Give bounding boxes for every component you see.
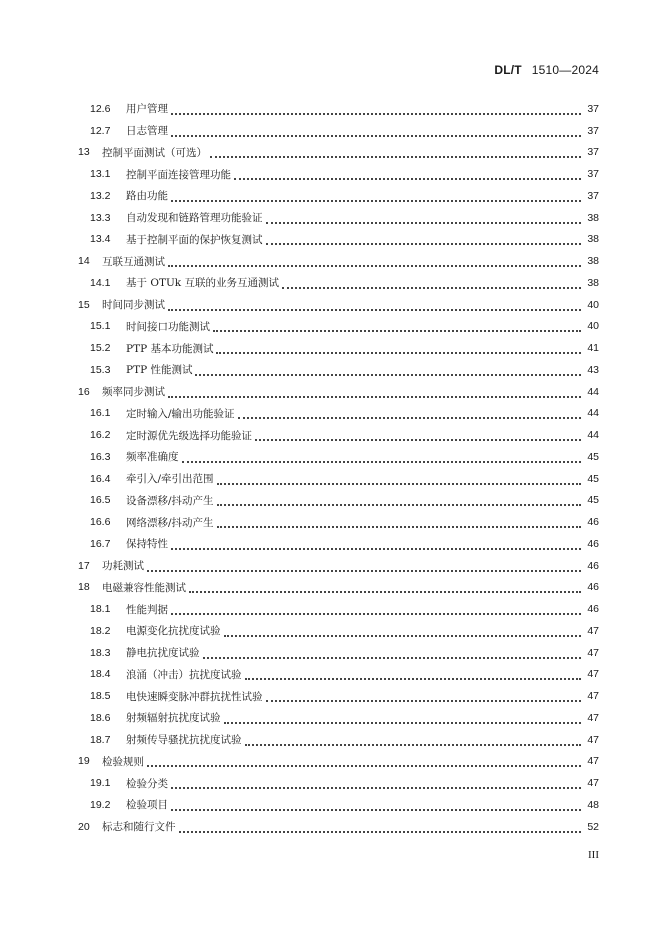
toc-entry[interactable] [78, 794, 599, 816]
toc-entry-number: 17 [78, 559, 90, 572]
dot-leader [238, 405, 581, 419]
table-of-contents [78, 98, 599, 838]
toc-entry-page: 41 [587, 342, 599, 355]
page-number: III [588, 849, 599, 861]
toc-entry-page: 45 [587, 472, 599, 485]
toc-entry-title: PTP 性能测试 [126, 364, 193, 377]
toc-entry[interactable] [78, 424, 599, 446]
toc-entry[interactable] [78, 707, 599, 729]
toc-entry[interactable] [78, 468, 599, 490]
toc-entry[interactable] [78, 337, 599, 359]
dot-leader [179, 819, 582, 833]
toc-entry[interactable] [78, 250, 599, 272]
toc-entry-page: 44 [587, 385, 599, 398]
toc-entry[interactable] [78, 511, 599, 533]
toc-entry-page: 38 [587, 233, 599, 246]
toc-entry-page: 45 [587, 450, 599, 463]
toc-entry-page: 47 [587, 690, 599, 703]
dot-leader [213, 318, 581, 332]
toc-entry-title: 基于 OTUk 互联的业务互通测试 [126, 277, 279, 290]
dot-leader [255, 427, 581, 441]
toc-entry-page: 37 [587, 146, 599, 159]
toc-entry-number: 13.4 [90, 233, 111, 246]
toc-entry[interactable] [78, 533, 599, 555]
dot-leader [171, 536, 581, 550]
dot-leader [147, 558, 581, 572]
toc-entry-page: 46 [587, 581, 599, 594]
toc-entry-title: 电源变化抗扰度试验 [126, 625, 221, 638]
toc-entry[interactable] [78, 142, 599, 164]
toc-entry-number: 18.7 [90, 733, 111, 746]
toc-entry-number: 16.5 [90, 494, 111, 507]
toc-entry[interactable] [78, 294, 599, 316]
toc-entry-page: 46 [587, 537, 599, 550]
dot-leader [171, 101, 581, 115]
toc-entry-title: 控制平面测试（可选） [102, 146, 207, 159]
toc-entry-title: 时间同步测试 [102, 299, 165, 312]
dot-leader [171, 123, 581, 137]
toc-entry[interactable] [78, 229, 599, 251]
toc-entry-number: 20 [78, 820, 90, 833]
toc-entry-number: 13.2 [90, 189, 111, 202]
toc-entry-number: 18.5 [90, 690, 111, 703]
toc-entry-title: 检验规则 [102, 755, 144, 768]
toc-entry[interactable] [78, 490, 599, 512]
toc-entry[interactable] [78, 316, 599, 338]
dot-leader [266, 231, 582, 245]
toc-entry-page: 47 [587, 777, 599, 790]
toc-entry-number: 16.1 [90, 407, 111, 420]
page-header [494, 63, 599, 77]
toc-entry-number: 13.3 [90, 211, 111, 224]
toc-entry-number: 15.3 [90, 363, 111, 376]
dot-leader [266, 688, 582, 702]
toc-entry-title: 控制平面连接管理功能 [126, 168, 231, 181]
toc-entry-title: 频率准确度 [126, 451, 179, 464]
toc-entry-number: 14 [78, 255, 90, 268]
toc-entry[interactable] [78, 403, 599, 425]
toc-entry-title: 性能判据 [126, 603, 168, 616]
dot-leader [217, 471, 581, 485]
toc-entry-title: 日志管理 [126, 125, 168, 138]
toc-entry-page: 43 [587, 363, 599, 376]
toc-entry-title: 检验分类 [126, 777, 168, 790]
dot-leader [182, 449, 582, 463]
toc-entry-title: 牵引入/牵引出范围 [126, 473, 214, 486]
toc-entry-number: 13 [78, 146, 90, 159]
toc-entry-title: 射频辐射抗扰度试验 [126, 712, 221, 725]
toc-entry[interactable] [78, 598, 599, 620]
toc-entry-title: 电磁兼容性能测试 [102, 581, 186, 594]
toc-entry-number: 18.1 [90, 603, 111, 616]
dot-leader [195, 362, 581, 376]
dot-leader [217, 492, 581, 506]
toc-entry-number: 16.6 [90, 516, 111, 529]
dot-leader [171, 188, 581, 202]
toc-entry-title: 互联互通测试 [102, 255, 165, 268]
dot-leader [147, 753, 581, 767]
toc-entry-page: 46 [587, 603, 599, 616]
toc-entry-page: 38 [587, 255, 599, 268]
toc-entry-title: 检验项目 [126, 799, 168, 812]
dot-leader [234, 166, 581, 180]
toc-entry-page: 37 [587, 124, 599, 137]
dot-leader [266, 210, 582, 224]
toc-entry-title: 保持特性 [126, 538, 168, 551]
toc-entry-number: 18.4 [90, 668, 111, 681]
toc-entry-title: PTP 基本功能测试 [126, 342, 214, 355]
toc-entry-page: 38 [587, 211, 599, 224]
toc-entry[interactable] [78, 185, 599, 207]
toc-entry-number: 18 [78, 581, 90, 594]
toc-entry[interactable] [78, 642, 599, 664]
toc-entry-title: 定时输入/输出功能验证 [126, 407, 235, 420]
toc-entry-title: 自动发现和链路管理功能验证 [126, 212, 263, 225]
toc-entry-number: 19.1 [90, 777, 111, 790]
dot-leader [224, 710, 582, 724]
toc-entry-title: 设备漂移/抖动产生 [126, 494, 214, 507]
toc-entry-number: 16.4 [90, 472, 111, 485]
toc-entry[interactable] [78, 772, 599, 794]
toc-entry-page: 40 [587, 298, 599, 311]
toc-entry-page: 37 [587, 189, 599, 202]
toc-entry[interactable] [78, 446, 599, 468]
toc-entry-title: 频率同步测试 [102, 386, 165, 399]
toc-entry-number: 16.7 [90, 537, 111, 550]
toc-entry[interactable] [78, 620, 599, 642]
toc-entry[interactable] [78, 751, 599, 773]
toc-entry-page: 52 [587, 820, 599, 833]
standard-code: DL/T [494, 63, 522, 77]
toc-entry[interactable] [78, 381, 599, 403]
toc-entry-page: 47 [587, 711, 599, 724]
toc-entry[interactable] [78, 685, 599, 707]
toc-entry-page: 37 [587, 168, 599, 181]
toc-entry[interactable] [78, 816, 599, 838]
toc-entry[interactable] [78, 729, 599, 751]
toc-entry[interactable] [78, 98, 599, 120]
dot-leader [171, 797, 581, 811]
toc-entry[interactable] [78, 120, 599, 142]
toc-entry-page: 47 [587, 646, 599, 659]
toc-entry-title: 功耗测试 [102, 560, 144, 573]
toc-entry-number: 18.3 [90, 646, 111, 659]
toc-entry-number: 16.3 [90, 450, 111, 463]
toc-entry-page: 47 [587, 624, 599, 637]
toc-entry-number: 18.2 [90, 624, 111, 637]
dot-leader [168, 384, 581, 398]
toc-entry-number: 12.7 [90, 124, 111, 137]
toc-entry-title: 网络漂移/抖动产生 [126, 516, 214, 529]
dot-leader [217, 514, 581, 528]
dot-leader [171, 775, 581, 789]
toc-entry-page: 38 [587, 276, 599, 289]
toc-entry[interactable] [78, 555, 599, 577]
toc-entry-page: 46 [587, 559, 599, 572]
toc-entry-page: 47 [587, 733, 599, 746]
toc-entry-page: 40 [587, 320, 599, 333]
toc-entry[interactable] [78, 359, 599, 381]
toc-entry-title: 标志和随行文件 [102, 821, 176, 834]
toc-entry-page: 48 [587, 798, 599, 811]
toc-entry-number: 15.1 [90, 320, 111, 333]
toc-entry[interactable] [78, 664, 599, 686]
toc-entry-title: 静电抗扰度试验 [126, 647, 200, 660]
toc-entry-number: 16 [78, 385, 90, 398]
toc-entry[interactable] [78, 577, 599, 599]
dot-leader [216, 340, 581, 354]
dot-leader [210, 144, 581, 158]
toc-entry-number: 15.2 [90, 342, 111, 355]
toc-entry-page: 47 [587, 668, 599, 681]
toc-entry-page: 46 [587, 516, 599, 529]
toc-entry[interactable] [78, 207, 599, 229]
toc-entry-page: 44 [587, 429, 599, 442]
toc-entry-number: 15 [78, 298, 90, 311]
toc-entry-page: 45 [587, 494, 599, 507]
toc-entry-number: 19 [78, 755, 90, 768]
toc-entry-number: 13.1 [90, 168, 111, 181]
toc-entry-title: 用户管理 [126, 103, 168, 116]
toc-entry-title: 路由功能 [126, 190, 168, 203]
dot-leader [168, 253, 581, 267]
dot-leader [189, 579, 581, 593]
toc-entry-page: 44 [587, 407, 599, 420]
dot-leader [171, 601, 581, 615]
dot-leader [224, 623, 582, 637]
dot-leader [203, 645, 582, 659]
toc-entry-title: 基于控制平面的保护恢复测试 [126, 233, 263, 246]
toc-entry[interactable] [78, 163, 599, 185]
toc-entry-title: 电快速瞬变脉冲群抗扰性试验 [126, 690, 263, 703]
toc-entry-number: 19.2 [90, 798, 111, 811]
toc-entry-page: 37 [587, 102, 599, 115]
toc-entry[interactable] [78, 272, 599, 294]
toc-entry-number: 14.1 [90, 276, 111, 289]
dot-leader [282, 275, 581, 289]
dot-leader [168, 297, 581, 311]
toc-entry-number: 16.2 [90, 429, 111, 442]
toc-entry-page: 47 [587, 755, 599, 768]
toc-entry-title: 定时源优先级选择功能验证 [126, 429, 252, 442]
toc-entry-title: 浪涌（冲击）抗扰度试验 [126, 668, 242, 681]
toc-entry-title: 射频传导骚扰抗扰度试验 [126, 734, 242, 747]
toc-entry-title: 时间接口功能测试 [126, 320, 210, 333]
toc-entry-number: 18.6 [90, 711, 111, 724]
toc-entry-number: 12.6 [90, 102, 111, 115]
standard-number: 1510—2024 [531, 63, 599, 77]
dot-leader [245, 732, 582, 746]
dot-leader [245, 666, 582, 680]
